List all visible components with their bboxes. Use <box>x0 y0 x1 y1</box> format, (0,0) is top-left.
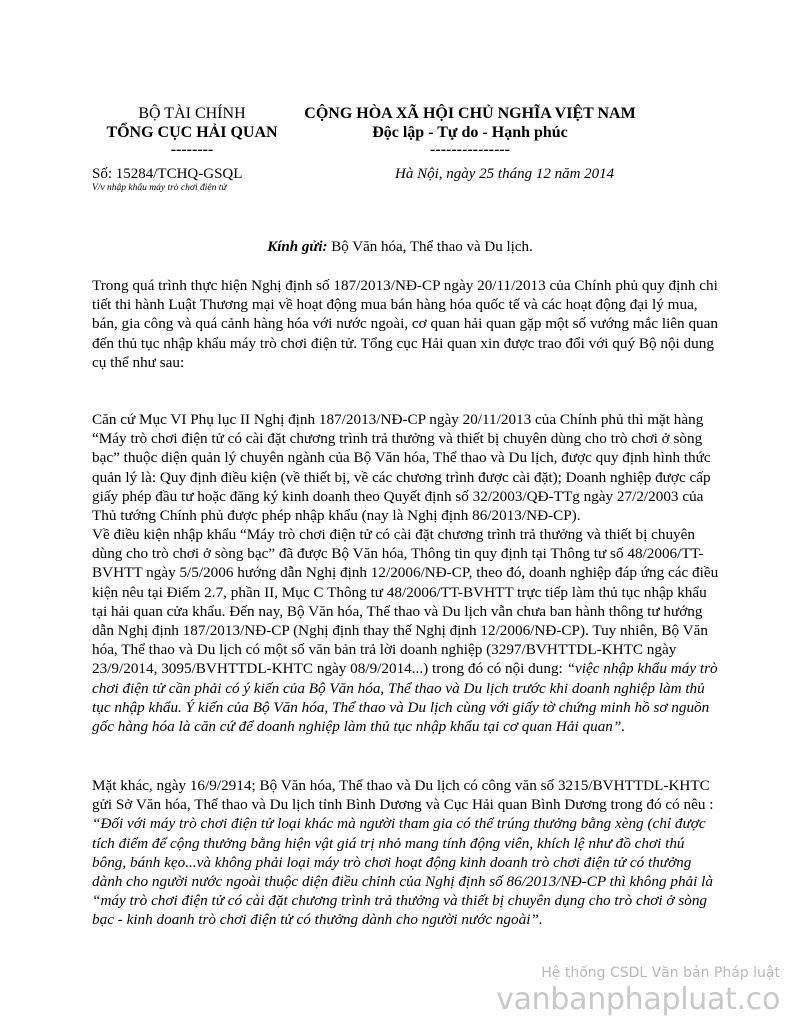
paragraph-2: Căn cứ Mục VI Phụ lục II Nghị định 187/2013/NĐ-CP ngày 20/11/2013 của Chính phủ thì mặt hàng “Máy trò chơi điện tử có cài đặt chương trình trả thưởng và thiết bị chuyên dùng cho trò chơi ở sòng bạc” thuộc diện quản lý chuyên ngành của Bộ Văn hóa, Thể thao và Du lịch, được quy định hình thức quản lý là: Quy định điều kiện (về thiết bị, về các chương trình được cài đặt); Doanh nghiệp được cấp giấy phép đầu tư hoặc đăng ký kinh doanh theo Quyết định số 32/2003/QĐ-TTg ngày 27/2/2003 của Thủ tướng Chính phủ được phép nhập khẩu (nay là Nghị định 86/2013/NĐ-CP). <box>92 411 711 525</box>
recipient-label: Kính gửi: <box>267 239 328 255</box>
motto: Độc lập - Tự do - Hạnh phúc <box>372 124 568 141</box>
ministry-name: BỘ TÀI CHÍNH <box>138 105 246 122</box>
recipient-line <box>0 238 800 256</box>
paragraph-1: Trong quá trình thực hiện Nghị định số 187/2013/NĐ-CP ngày 20/11/2013 của Chính phủ quy định chi tiết thi hành Luật Thương mại về hoạt động mua bán hàng hóa quốc tế và các hoạt động đại lý mua, bán, gia công và quá cảnh hàng hóa với nước ngoài, cơ quan hải quan gặp một số vướng mắc liên quan đến thủ tục nhập khẩu máy trò chơi điện tử. Tổng cục Hải quan xin được trao đổi với quý Bộ nội dung cụ thể như sau: <box>92 277 718 371</box>
watermark-site: vanbanphapluat.co <box>496 982 780 1017</box>
issuer-block <box>92 104 292 158</box>
paragraph-4 <box>92 776 720 930</box>
paragraph-3 <box>92 525 720 736</box>
right-divider: --------------- <box>430 141 510 158</box>
left-divider: -------- <box>170 141 214 158</box>
paragraph-4-text: Mặt khác, ngày 16/9/2914; Bộ Văn hóa, Thể thao và Du lịch có công văn số 3215/BVHTTDL-KHTC gửi Sở Văn hóa, Thể thao và Du lịch tỉnh Bình Dương và Cục Hải quan Bình Dương trong đó có nêu : <box>92 777 714 814</box>
paragraph-3-quote: “việc nhập khẩu máy trò chơi điện tử cần phải có ý kiến của Bộ Văn hóa, Thể thao và Du lịch trước khi doanh nghiệp làm thủ tục nhập khẩu. Ý kiến của Bộ Văn hóa, Thể thao và Du lịch cùng với giấy tờ chứng minh hồ sơ nguồn gốc hàng hóa là căn cứ để doanh nghiệp làm thủ tục nhập khẩu tại cơ quan Hải quan”. <box>92 660 718 736</box>
country-name: CỘNG HÒA XÃ HỘI CHỦ NGHĨA VIỆT NAM <box>304 105 636 122</box>
recipient-name: Bộ Văn hóa, Thể thao và Du lịch. <box>327 239 533 255</box>
document-date: Hà Nội, ngày 25 tháng 12 năm 2014 <box>395 166 615 182</box>
document-number: Số: 15284/TCHQ-GSQL <box>92 166 243 182</box>
paragraph-3-text: Về điều kiện nhập khẩu “Máy trò chơi điện tử có cài đặt chương trình trả thưởng và thiết bị chuyên dùng cho trò chơi ở sòng bạc” đã được Bộ Văn hóa, Thông tin quy định tại Thông tư số 48/2006/TT-BVHTT ngày 5/5/2006 hướng dẫn Nghị định 12/2006/NĐ-CP, theo đó, doanh nghiệp đáp ứng các điều kiện nêu tại Điểm 2.7, phần II, Mục C Thông tư 48/2006/TT-BVHTT trực tiếp làm thủ tục nhập khẩu tại hải quan cửa khẩu. Đến nay, Bộ Văn hóa, Thể thao và Du lịch vẫn chưa ban hành thông tư hướng dẫn Nghị định 187/2013/NĐ-CP (Nghị định thay thế Nghị định 12/2006/NĐ-CP). Tuy nhiên, Bộ Văn hóa, Thể thao và Du lịch có một số văn bản trả lời doanh nghiệp (3297/BVHTTDL-KHTC ngày 23/9/2014, 3095/BVHTTDL-KHTC ngày 08/9/2014...) trong đó có nội dung: <box>92 526 719 678</box>
national-heading <box>285 104 655 158</box>
document-subject: V/v nhập khẩu máy trò chơi điện tử <box>92 183 227 193</box>
department-name: TỔNG CỤC HẢI QUAN <box>106 124 278 141</box>
paragraph-4-quote: “Đối với máy trò chơi điện tử loại khác mà người tham gia có thể trúng thưởng bằng xèng (chỉ được tích điểm để cộng thưởng bằng hiện vật giá trị nhỏ mang tính động viên, khích lệ như đồ chơi thú bông, bánh kẹo...và không phải loại máy trò chơi hoạt động kinh doanh trò chơi điện tử có thưởng dành cho người nước ngoài thuộc diện điều chỉnh của Nghị định số 86/2013/NĐ-CP thì không phải là “máy trò chơi điện tử có cài đặt chương trình trả thưởng và thiết bị chuyên dụng cho trò chơi ở sòng bạc - kinh doanh trò chơi điện tử có thưởng dành cho người nước ngoài”. <box>92 815 713 929</box>
watermark-caption: Hệ thống CSDL Văn bản Pháp luật <box>541 965 780 981</box>
